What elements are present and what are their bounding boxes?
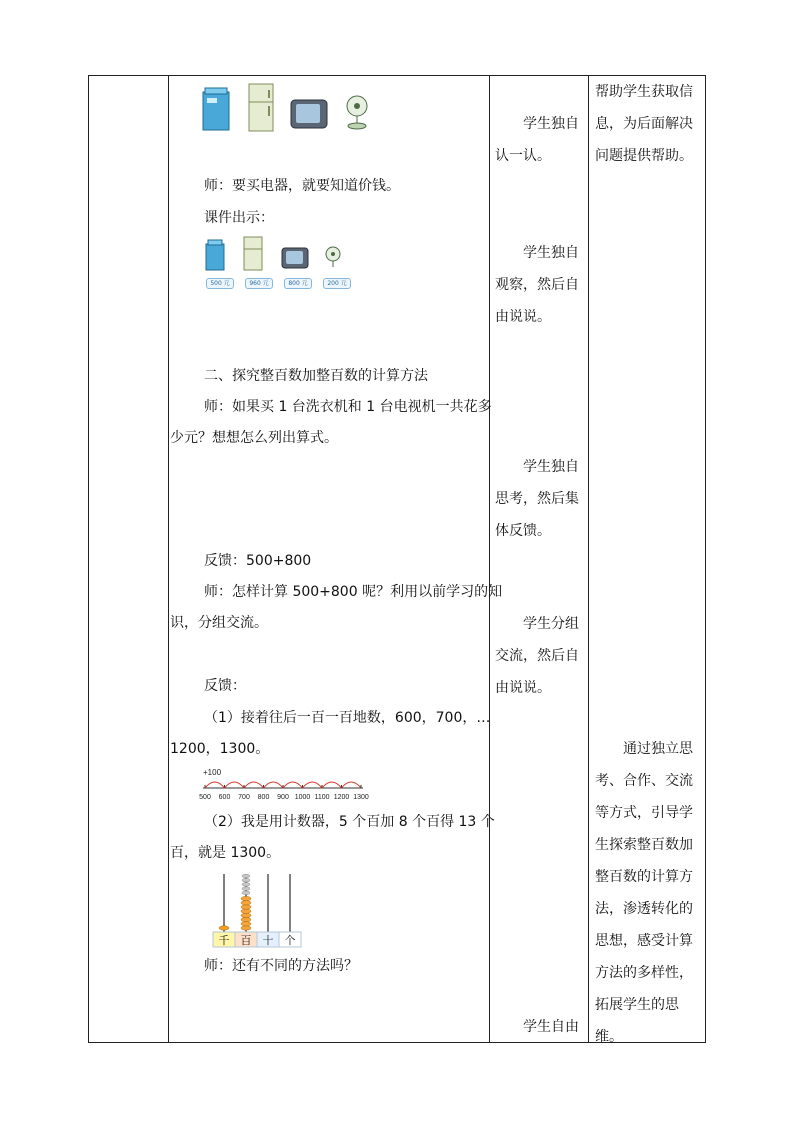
number-line-jump-arc	[303, 782, 323, 788]
number-line	[201, 766, 391, 802]
abacus-bead	[241, 913, 251, 917]
abacus-bead	[242, 887, 250, 891]
price-tag: 500 元	[206, 278, 234, 289]
abacus-bead	[241, 922, 251, 926]
abacus-counter	[213, 872, 309, 948]
section-title: 二、探究整百数加整百数的计算方法	[204, 368, 428, 384]
column-divider	[489, 76, 490, 1042]
abacus-bead	[241, 909, 251, 913]
number-line-jump-arc	[283, 782, 303, 788]
method-line: 百，就是 1300。	[170, 845, 281, 861]
question-line: 少元？想想怎么列出算式。	[170, 430, 338, 446]
question-line: 师：怎样计算 500+800 呢？利用以前学习的知	[204, 584, 503, 600]
number-line-label: 1200	[333, 794, 350, 801]
abacus-bead	[241, 896, 251, 900]
electric-fan-icon	[347, 96, 367, 129]
feedback-line: 反馈：	[204, 678, 246, 694]
question-line: 识，分组交流。	[170, 615, 268, 631]
number-line-label: 600	[218, 794, 231, 801]
appliance-illustration	[201, 82, 381, 134]
student-activity: 学生自由	[523, 1019, 579, 1035]
refrigerator-icon	[249, 84, 273, 131]
washing-machine-icon	[203, 88, 229, 130]
question-line: 师：还有不同的方法吗？	[204, 958, 358, 974]
feedback-line: 反馈：500+800	[204, 553, 312, 569]
column-divider	[588, 76, 589, 1042]
design-intent: 帮助学生获取信 息，为后面解决 问题提供帮助。	[595, 84, 693, 164]
abacus-bead	[241, 905, 251, 909]
number-line-step-label: +100	[203, 768, 222, 777]
number-line-jump-arc	[322, 782, 342, 788]
student-activity: 学生分组 交流，然后自 由说说。	[495, 616, 579, 696]
number-line-jump-arc	[225, 782, 245, 788]
number-line-jump-arc	[205, 782, 225, 788]
television-icon	[291, 100, 327, 128]
washing-machine-icon	[206, 240, 224, 270]
teacher-line: 师：要买电器，就要知道价钱。	[204, 178, 400, 194]
abacus-place-label: 十	[262, 935, 274, 947]
courseware-line: 课件出示：	[204, 210, 274, 226]
number-line-jump-arc	[264, 782, 284, 788]
number-line-label: 500	[199, 794, 211, 801]
number-line-jump-arc	[244, 782, 264, 788]
method-line: 1200，1300。	[170, 741, 270, 757]
method-line: （1）接着往后一百一百地数，600，700，…	[204, 710, 491, 726]
lesson-table	[88, 75, 706, 1043]
number-line-label: 700	[238, 794, 250, 801]
refrigerator-icon	[244, 237, 262, 270]
column-divider	[168, 76, 169, 1042]
abacus-bead	[242, 883, 250, 887]
abacus-bead	[242, 891, 250, 895]
number-line-label: 900	[277, 794, 289, 801]
abacus-place-label: 百	[240, 935, 252, 947]
abacus-bead	[241, 926, 251, 930]
number-line-label: 1100	[314, 794, 330, 801]
number-line-label: 1000	[294, 794, 311, 801]
abacus-bead	[241, 901, 251, 905]
abacus-bead	[242, 874, 250, 878]
abacus-bead	[219, 926, 229, 930]
question-line: 师：如果买 1 台洗衣机和 1 台电视机一共花多	[204, 399, 492, 415]
student-activity: 学生独自 认一认。	[495, 116, 579, 164]
number-line-label: 800	[257, 794, 270, 801]
number-line-label: 1300	[353, 794, 369, 801]
abacus-bead	[241, 917, 251, 921]
student-activity: 学生独自 思考，然后集 体反馈。	[495, 459, 579, 539]
student-activity: 学生独自 观察，然后自 由说说。	[495, 245, 579, 325]
price-tag: 200 元	[323, 278, 351, 289]
electric-fan-icon	[326, 247, 340, 267]
abacus-place-label: 个	[284, 935, 296, 947]
number-line-jump-arc	[342, 782, 362, 788]
price-tag: 960 元	[245, 278, 273, 289]
abacus-bead	[242, 878, 250, 882]
abacus-place-label: 千	[218, 935, 230, 947]
method-line: （2）我是用计数器，5 个百加 8 个百得 13 个	[204, 814, 495, 830]
television-icon	[282, 248, 308, 268]
appliance-price-illustration	[202, 236, 362, 276]
price-tag: 800 元	[284, 278, 312, 289]
design-intent: 通过独立思 考、合作、交流 等方式，引导学 生探索整百数加 整百数的计算方 法，渗透转化的 思想，感受计算 方法的多样性， 拓展学生的思维。	[595, 741, 693, 1045]
